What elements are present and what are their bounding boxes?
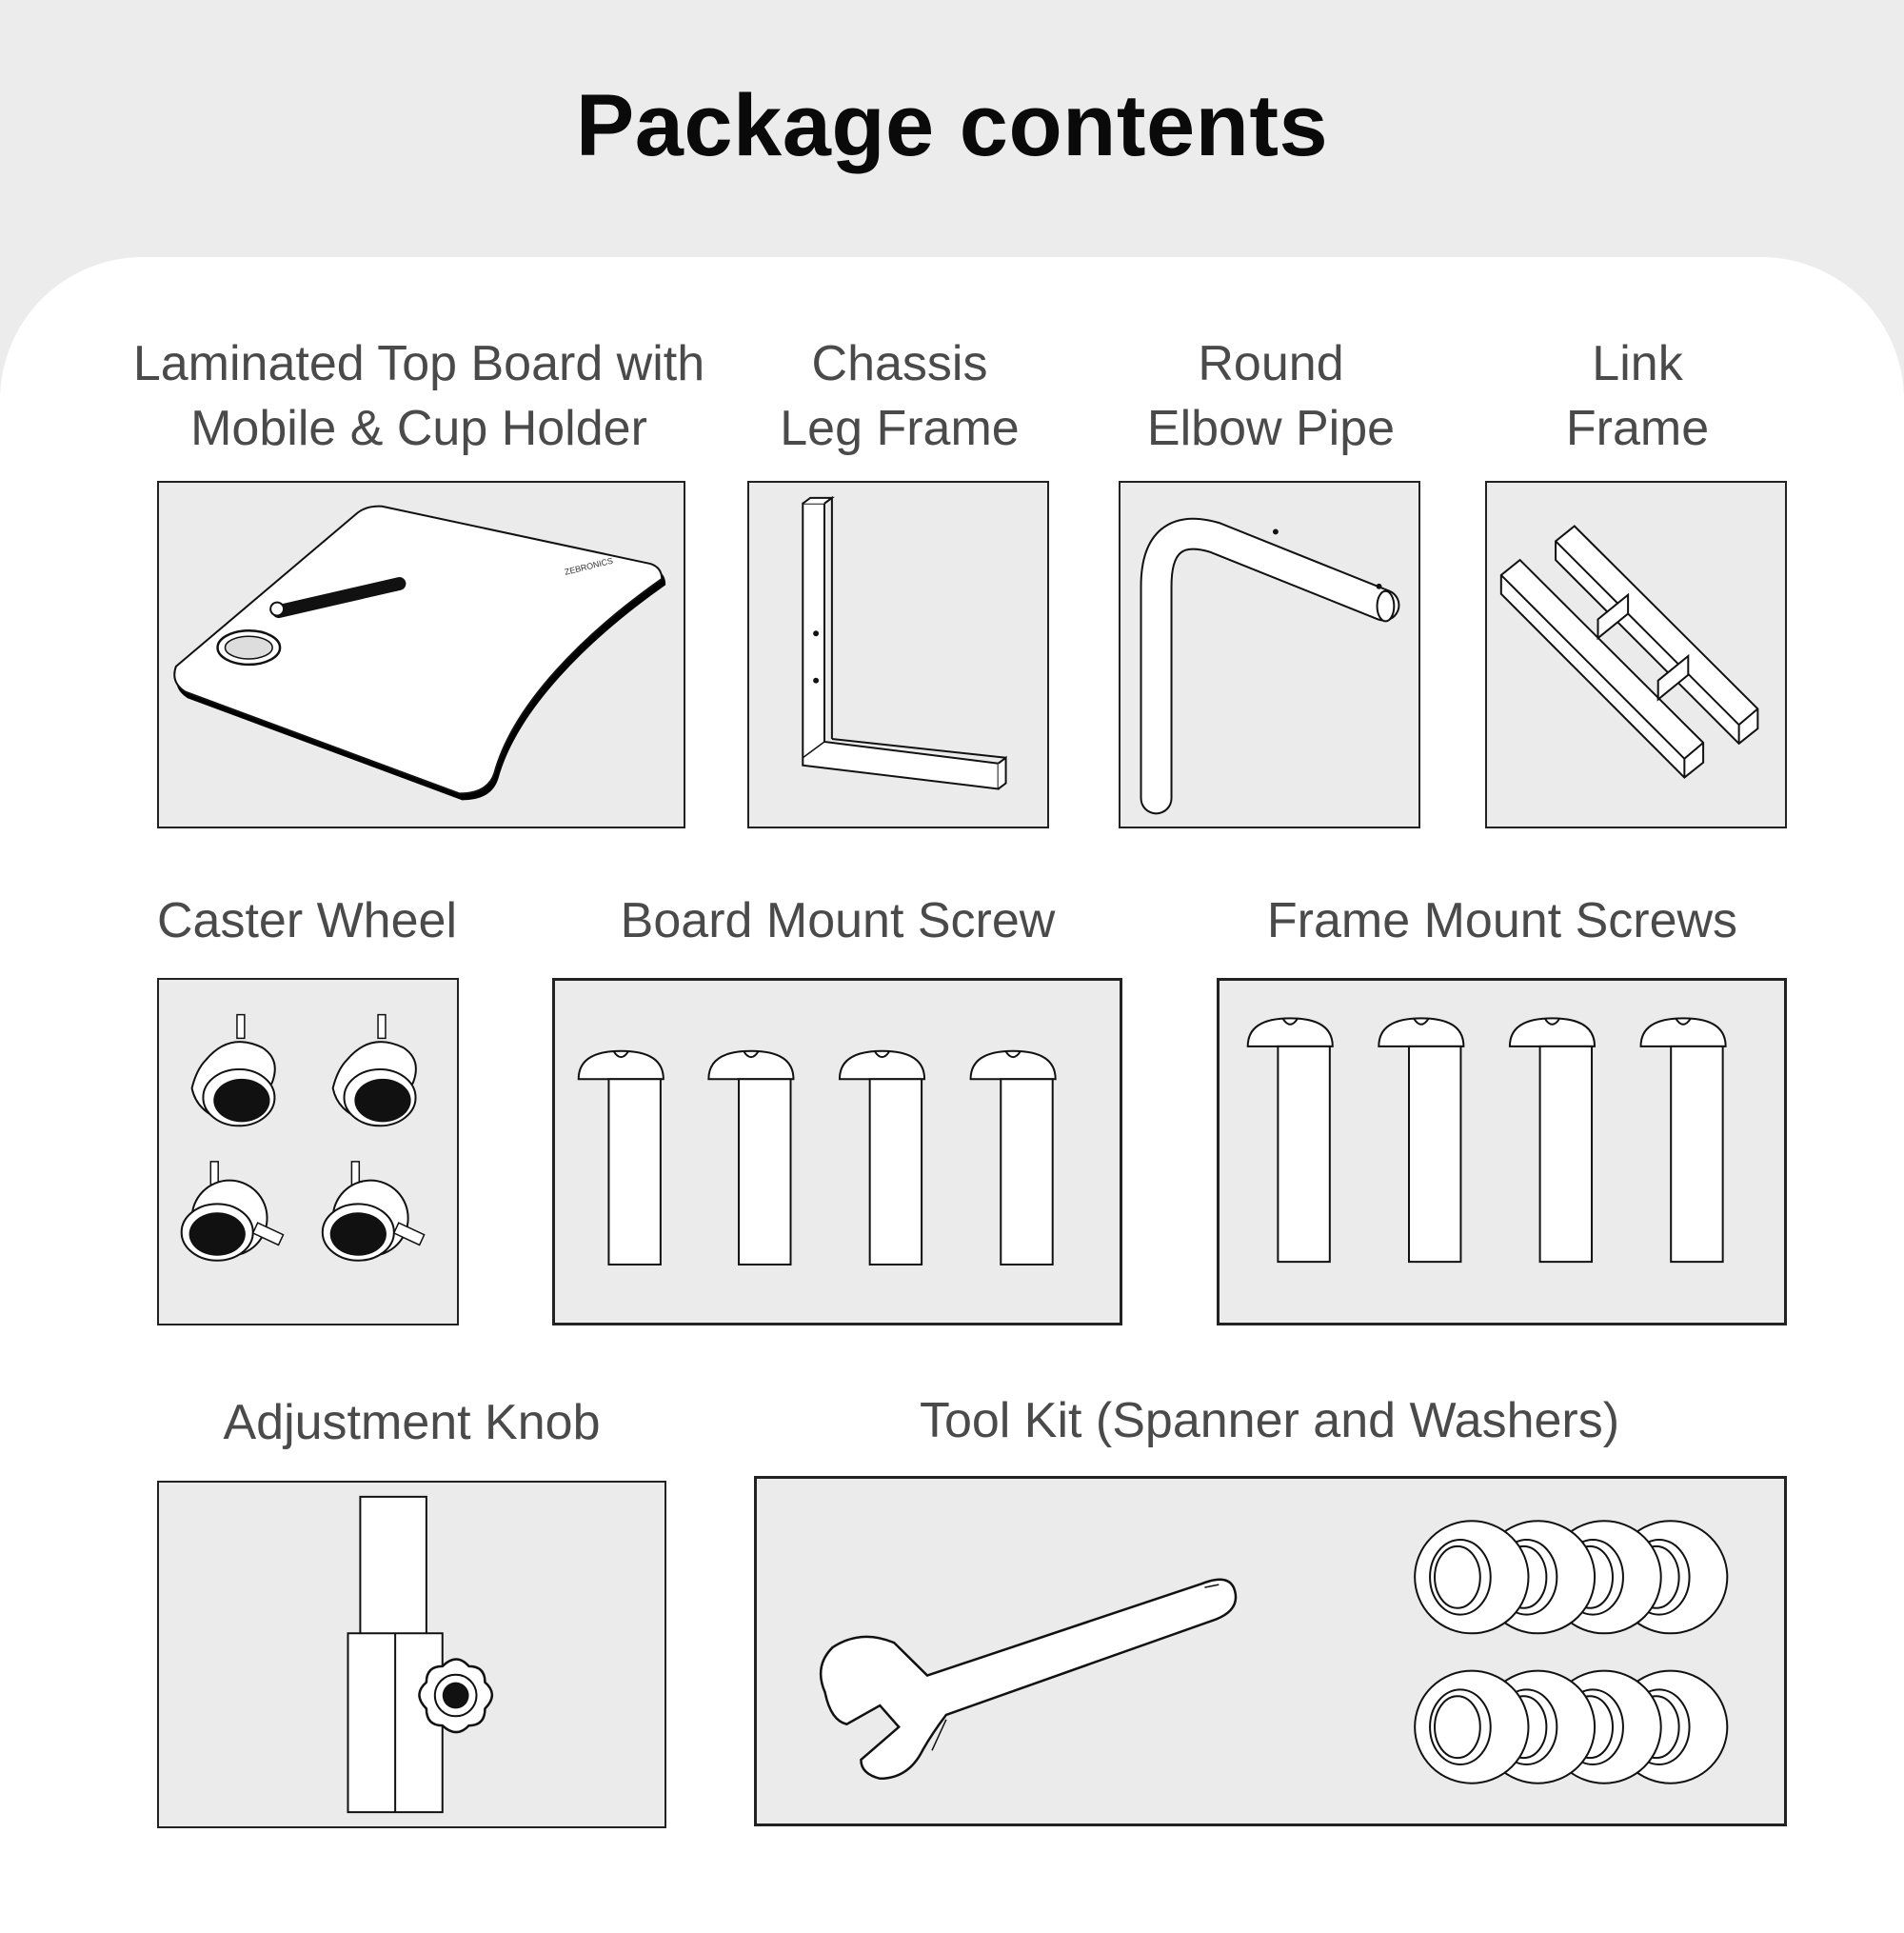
label-tool-kit: Tool Kit (Spanner and Washers) bbox=[919, 1393, 1620, 1448]
label-elbow-pipe-line1: Round bbox=[1198, 336, 1344, 391]
elbow-pipe-box bbox=[1119, 481, 1420, 828]
caster-wheel-icon bbox=[159, 980, 457, 1324]
label-link-frame-line1: Link bbox=[1592, 336, 1683, 391]
label-top-board bbox=[90, 331, 747, 461]
chassis-leg-frame-icon bbox=[749, 483, 1047, 827]
label-top-board-line2: Mobile & Cup Holder bbox=[190, 401, 647, 456]
page-title: Package contents bbox=[575, 77, 1329, 174]
board-screw-box bbox=[552, 978, 1122, 1325]
label-chassis bbox=[747, 331, 1052, 461]
tool-kit-icon bbox=[757, 1479, 1784, 1823]
label-board-screw: Board Mount Screw bbox=[620, 893, 1056, 948]
label-top-board-line1: Laminated Top Board with bbox=[132, 336, 705, 391]
frame-screws-box bbox=[1217, 978, 1787, 1325]
link-frame-icon bbox=[1487, 483, 1785, 827]
knob-icon bbox=[159, 1483, 664, 1826]
tool-kit-box bbox=[754, 1476, 1787, 1826]
washers-icon bbox=[1415, 1521, 1727, 1783]
spanner-icon bbox=[821, 1580, 1236, 1779]
label-chassis-line2: Leg Frame bbox=[780, 401, 1020, 456]
board-mount-screw-icon bbox=[555, 981, 1120, 1323]
chassis-box bbox=[747, 481, 1049, 828]
label-chassis-line1: Chassis bbox=[811, 336, 988, 391]
label-caster-wheel: Caster Wheel bbox=[157, 893, 457, 948]
top-board-icon bbox=[159, 483, 684, 827]
knob-box bbox=[157, 1481, 666, 1828]
link-frame-box bbox=[1485, 481, 1787, 828]
top-board-box bbox=[157, 481, 685, 828]
label-frame-screws: Frame Mount Screws bbox=[1266, 893, 1738, 948]
frame-mount-screws-icon bbox=[1220, 981, 1784, 1323]
label-elbow-pipe bbox=[1119, 331, 1423, 461]
elbow-pipe-icon bbox=[1121, 483, 1418, 827]
label-link-frame-line2: Frame bbox=[1565, 401, 1710, 456]
label-link-frame bbox=[1485, 331, 1790, 461]
label-elbow-pipe-line2: Elbow Pipe bbox=[1146, 401, 1396, 456]
caster-wheel-box bbox=[157, 978, 459, 1325]
label-adjustment-knob: Adjustment Knob bbox=[223, 1395, 601, 1450]
svg-text:ZEBRONICS: ZEBRONICS bbox=[563, 555, 614, 577]
